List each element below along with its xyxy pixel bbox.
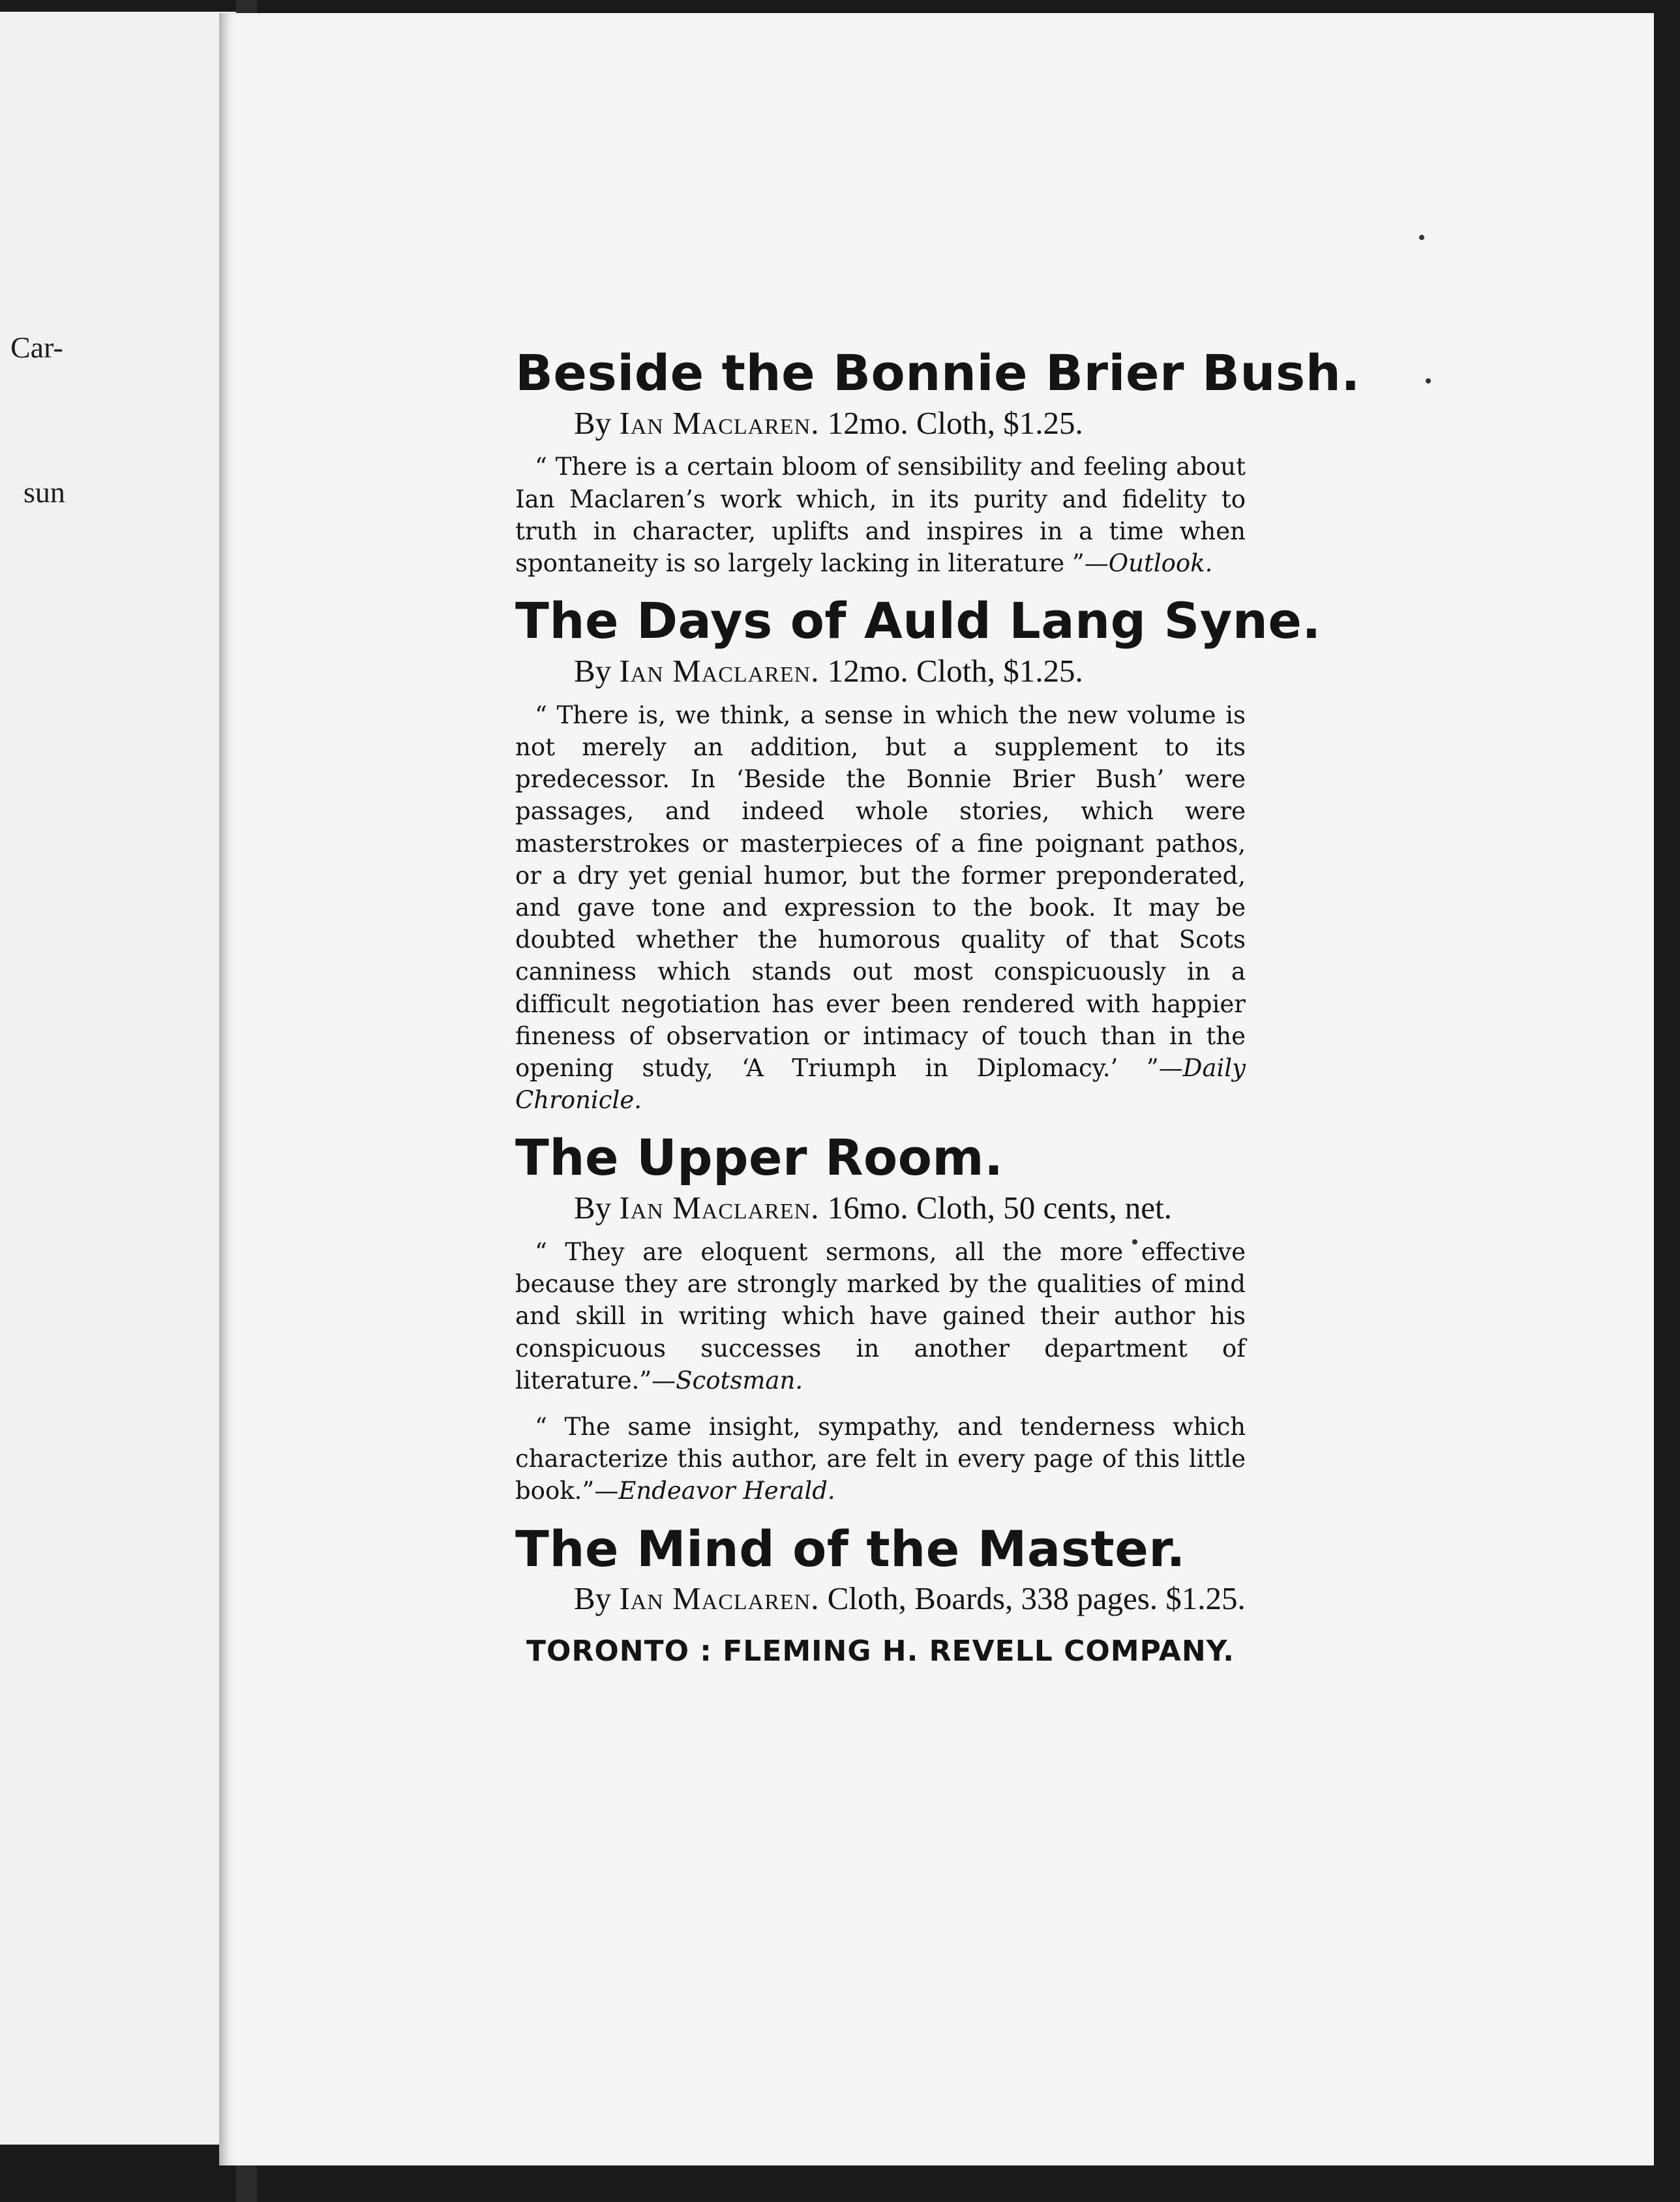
- review-quote: [515, 699, 1246, 1117]
- book-title: Beside the Bonnie Brier Bush.: [515, 344, 1360, 402]
- book-entry: [515, 344, 1360, 579]
- quote-source: Outlook.: [1108, 549, 1213, 578]
- byline-author: Ian Maclaren.: [619, 1190, 820, 1226]
- review-quote: [515, 1236, 1246, 1396]
- publisher-imprint: TORONTO : FLEMING H. REVELL COMPANY.: [526, 1635, 1235, 1668]
- left-page: [0, 12, 236, 2145]
- book-byline: [574, 1581, 1246, 1616]
- left-page-fragment: sun: [23, 475, 65, 509]
- byline-details: 12mo. Cloth, $1.25.: [827, 404, 1083, 441]
- quote-text: “ The same insight, sympathy, and tenderness which characterize this author, are felt in every page of this little book.”—: [515, 1412, 1246, 1505]
- byline-prefix: By: [574, 1580, 612, 1617]
- advertisement-content: [515, 344, 1360, 1668]
- book-entry: [515, 592, 1321, 1116]
- quote-text: “ There is a certain bloom of sensibility and feeling about Ian Maclaren’s work which, in its purity and fidelity to truth in character, uplifts and inspires in a time when spontaneity is so largely lacking in literature ”—: [515, 453, 1246, 578]
- book-byline: [574, 654, 1246, 689]
- review-quote: [515, 1411, 1246, 1507]
- book-title: The Upper Room.: [515, 1128, 1004, 1187]
- book-byline: [574, 1190, 1246, 1226]
- review-quote: [515, 451, 1246, 579]
- quote-source: Scotsman.: [676, 1366, 803, 1395]
- quote-text: “ They are eloquent sermons, all the more effective because they are strongly marked by the qualities of mind and skill in writing which have gained their author his conspicuous successes in another department of literature.”—: [515, 1237, 1246, 1395]
- book-byline: [574, 406, 1246, 441]
- book-entry: [515, 1130, 1246, 1507]
- book-title: The Days of Auld Lang Syne.: [515, 592, 1321, 650]
- byline-prefix: By: [574, 652, 612, 689]
- byline-details: Cloth, Boards, 338 pages. $1.25.: [827, 1580, 1246, 1617]
- byline-prefix: By: [574, 404, 612, 441]
- byline-author: Ian Maclaren.: [619, 404, 820, 441]
- byline-details: 12mo. Cloth, $1.25.: [827, 652, 1083, 689]
- quote-source: Daily Chronicle.: [515, 1054, 1246, 1115]
- byline-author: Ian Maclaren.: [619, 652, 820, 689]
- byline-author: Ian Maclaren.: [619, 1580, 820, 1617]
- scan-speck: [1426, 378, 1431, 384]
- left-page-fragment: Car-: [10, 331, 63, 364]
- book-entry: [515, 1519, 1246, 1617]
- book-title: The Mind of the Master.: [515, 1519, 1186, 1578]
- quote-source: Endeavor Herald.: [618, 1477, 835, 1505]
- byline-prefix: By: [574, 1190, 612, 1226]
- scan-speck: [1419, 235, 1424, 240]
- quote-text: “ There is, we think, a sense in which the new volume is not merely an addition, but a supplement to its predecessor. In ‘Beside the Bonnie Brier Bush’ were passages, and indeed whole stories, which were masterstrokes or masterpieces of a fine poignant pathos, or a dry yet genial humor, but the former preponderated, and gave tone and expression to the book. It may be doubted whether the humorous quality of that Scots canniness which stands out most conspicuously in a difficult negotiation has ever been rendered with happier fineness of observation or intimacy of touch than in the opening study, ‘A Triumph in Diplomacy.’ ”—: [515, 701, 1246, 1083]
- byline-details: 16mo. Cloth, 50 cents, net.: [827, 1190, 1172, 1226]
